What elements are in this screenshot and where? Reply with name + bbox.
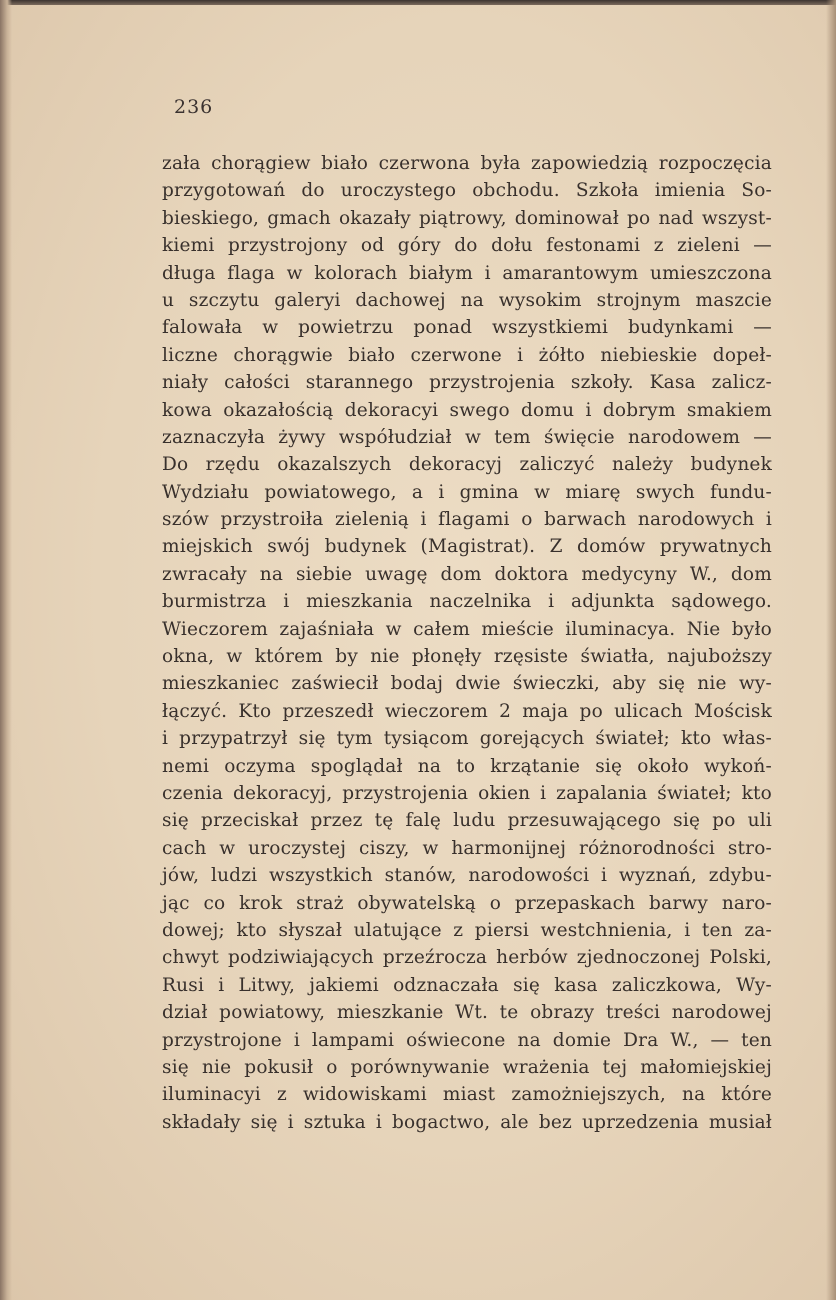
text-line: się przeciskał przez tę falę ludu przesuwającego się po uli [162,810,772,832]
text-line: dział powiatowy, mieszkanie Wt. te obrazy treści narodowej [162,1002,772,1024]
text-line: cach w uroczystej ciszy, w harmonijnej różnorodności stro- [162,837,772,859]
page-binding-edge [0,0,12,1300]
text-line: zała chorągiew biało czerwona była zapowiedzią rozpoczęcia [162,153,772,174]
text-line: dowej; kto słyszał ulatujące z piersi westchnienia, i ten za- [162,919,772,941]
text-line: się nie pokusił o porównywanie wrażenia tej małomiejskiej [162,1056,772,1078]
text-line: u szczytu galeryi dachowej na wysokim strojnym maszcie [162,289,772,311]
text-line: czenia dekoracyj, przystrojenia okien i zapalania świateł; kto [162,782,772,804]
text-line: iluminacyi z widowiskami miast zamożniejszych, na które [162,1084,772,1106]
body-text [162,150,772,1136]
text-line: miejskich swój budynek (Magistrat). Z domów prywatnych [162,536,772,558]
text-line: zwracały na siebie uwagę dom doktora medycyny W., dom [162,563,772,585]
page-top-edge [0,0,836,5]
text-line: kowa okazałością dekoracyi swego domu i dobrym smakiem [162,399,772,421]
text-line: szów przystroiła zielenią i flagami o barwach narodowych i [162,509,772,531]
text-line: składały się i sztuka i bogactwo, ale bez uprzedzenia musiał [162,1111,772,1133]
text-line: nemi oczyma spoglądał na to krzątanie się około wykoń- [162,755,772,777]
text-line: łączyć. Kto przeszedł wieczorem 2 maja po ulicach Mościsk [162,700,772,722]
text-line: jów, ludzi wszystkich stanów, narodowości i wyznań, zdybu- [162,865,772,887]
text-line: Wydziału powiatowego, a i gmina w miarę swych fundu- [162,481,772,503]
text-line: burmistrza i mieszkania naczelnika i adjunkta sądowego. [162,591,772,613]
text-line: liczne chorągwie biało czerwone i żółto niebieskie dopeł- [162,344,772,366]
text-line: przystrojone i lampami oświecone na domie Dra W., — ten [162,1029,772,1051]
text-line: bieskiego, gmach okazały piątrowy, dominował po nad wszyst- [162,207,772,229]
text-line: zaznaczyła żywy współudział w tem święcie narodowem — [162,426,772,448]
text-line: przygotowań do uroczystego obchodu. Szkoła imienia So- [162,180,772,202]
text-line: Wieczorem zajaśniała w całem mieście iluminacya. Nie było [162,618,772,640]
text-line: chwyt podziwiających przeźrocza herbów zjednoczonej Polski, [162,947,772,969]
text-line: falowała w powietrzu ponad wszystkiemi budynkami — [162,317,772,339]
text-line: mieszkaniec zaświecił bodaj dwie świeczki, aby się nie wy- [162,673,772,695]
text-line: jąc co krok straż obywatelską o przepaskach barwy naro- [162,892,772,914]
text-line: niały całości starannego przystrojenia szkoły. Kasa zalicz- [162,372,772,394]
page-number: 236 [174,96,214,118]
text-line: i przypatrzył się tym tysiącom gorejących świateł; kto włas- [162,728,772,750]
text-line: okna, w którem by nie płonęły rzęsiste światła, najuboższy [162,646,772,668]
text-line: długa flaga w kolorach białym i amarantowym umieszczona [162,262,772,284]
text-line: kiemi przystrojony od góry do dołu festonami z zieleni — [162,235,772,257]
page-right-edge [826,0,836,1300]
text-line: Rusi i Litwy, jakiemi odznaczała się kasa zaliczkowa, Wy- [162,974,772,996]
text-line: Do rzędu okazalszych dekoracyj zaliczyć należy budynek [162,454,772,476]
